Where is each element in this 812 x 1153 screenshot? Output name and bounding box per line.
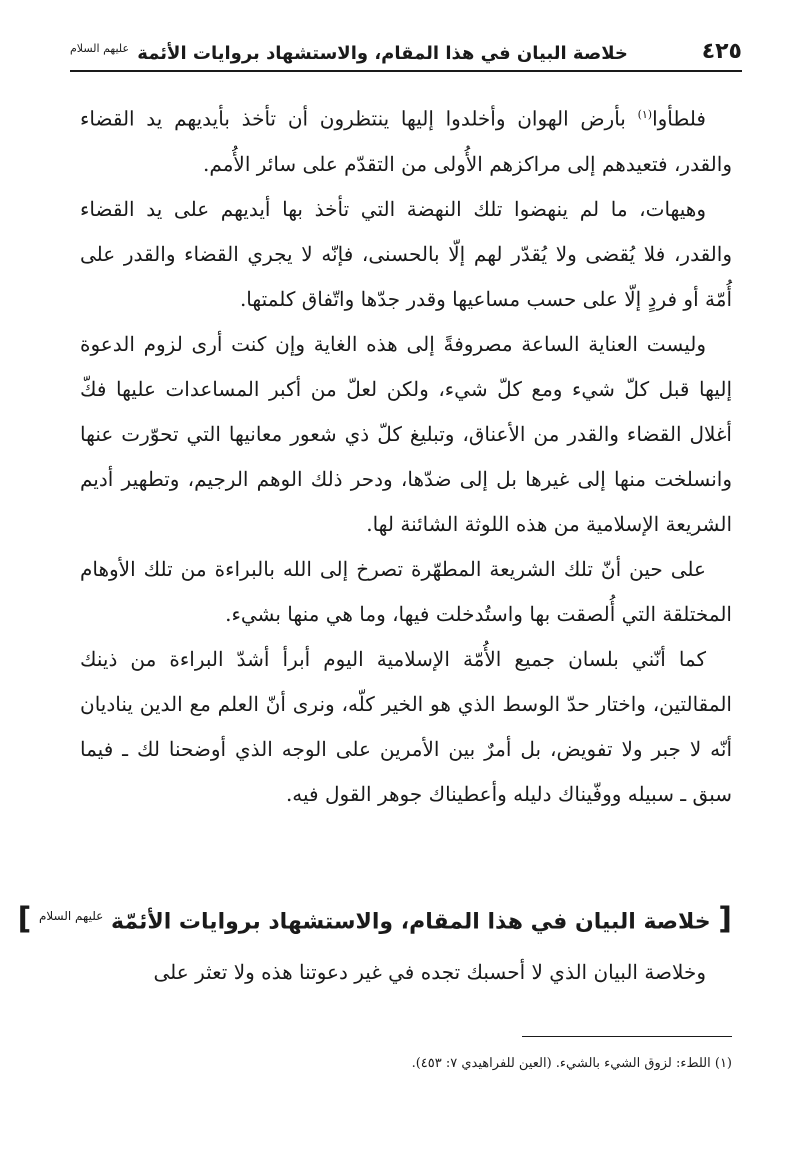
heading-close-bracket: ] (17, 901, 32, 937)
section-heading (17, 896, 732, 942)
header-honorific: عليهم السلام (70, 42, 130, 55)
main-text (80, 92, 732, 817)
footnote-marker[interactable]: (١) (637, 108, 653, 121)
header-title-text: خلاصة البيان في هذا المقام، والاستشهاد بروايات الأئمة (137, 43, 628, 64)
paragraph-1 (80, 92, 732, 187)
paragraph-4: على حين أنّ تلك الشريعة المطهّرة تصرخ إلى الله بالبراءة من تلك الأوهام المختلقة التي أُلصقت بها واستُدخلت فيها، وما هي منها بشيء. (80, 556, 732, 626)
section-body (80, 950, 732, 995)
paragraph-2: وهيهات، ما لم ينهضوا تلك النهضة التي تأخذ بها أيديهم على يد القضاء والقدر، فلا يُقضى ولا يُقدّر لهم إلّا بالحسنى، فإنّه لا يجري القضاء والقدر على أُمّة أو فردٍ إلّا على حسب مساعيها وقدر جدّها واتّفاق كلمتها. (80, 196, 732, 311)
paragraph-1-rest: بأرض الهوان وأخلدوا إليها ينتظرون أن تأخذ بأيديهم يد القضاء والقدر، فتعيدهم إلى مراكزهم الأُولى من التقدّم على سائر الأُمم. (80, 106, 732, 176)
paragraph-1-start: فلطأوا (652, 106, 706, 131)
footnote: (١) اللطء: لزوق الشيء بالشيء. (العين للفراهيدي ٧: ٤٥٣). (411, 1056, 732, 1071)
section-paragraph: وخلاصة البيان الذي لا أحسبك تجده في غير دعوتنا هذه ولا تعثر على (153, 960, 706, 984)
footnote-divider (522, 1036, 732, 1037)
page-number: ٤٢٥ (701, 39, 742, 64)
running-header-title (70, 42, 628, 64)
heading-open-bracket: [ (718, 901, 732, 937)
heading-text: خلاصة البيان في هذا المقام، والاستشهاد بروايات الأئمّة (111, 909, 711, 935)
heading-honorific: عليهم السلام (38, 909, 104, 923)
paragraph-3: وليست العناية الساعة مصروفةً إلى هذه الغاية وإن كنت أرى لزوم الدعوة إليها قبل كلّ شيء ومع كلّ شيء، ولكن لعلّ من أكبر المساعدات عليها فكّ أغلال القضاء والقدر من الأعناق، وتبليغ كلّ ذي شعور معانيها التي تحوّرت عنها وانسلخت منها إلى غيرها بل إلى ضدّها، ودحر ذلك الوهم الرجيم، وتطهير أديم الشريعة الإسلامية من هذه اللوثة الشائنة لها. (80, 331, 732, 536)
running-header (70, 28, 742, 72)
paragraph-5: كما أنّني بلسان جميع الأُمّة الإسلامية اليوم أبرأ أشدّ البراءة من ذينك المقالتين، واختار حدّ الوسط الذي هو الخير كلّه، ونرى أنّ العلم مع الدين يناديان أنّه لا جبر ولا تفويض، بل أمرٌ بين الأمرين على الوجه الذي أوضحنا لك ـ فيما سبق ـ سبيله ووفّيناك دليله وأعطيناك جوهر القول فيه. (80, 646, 732, 806)
